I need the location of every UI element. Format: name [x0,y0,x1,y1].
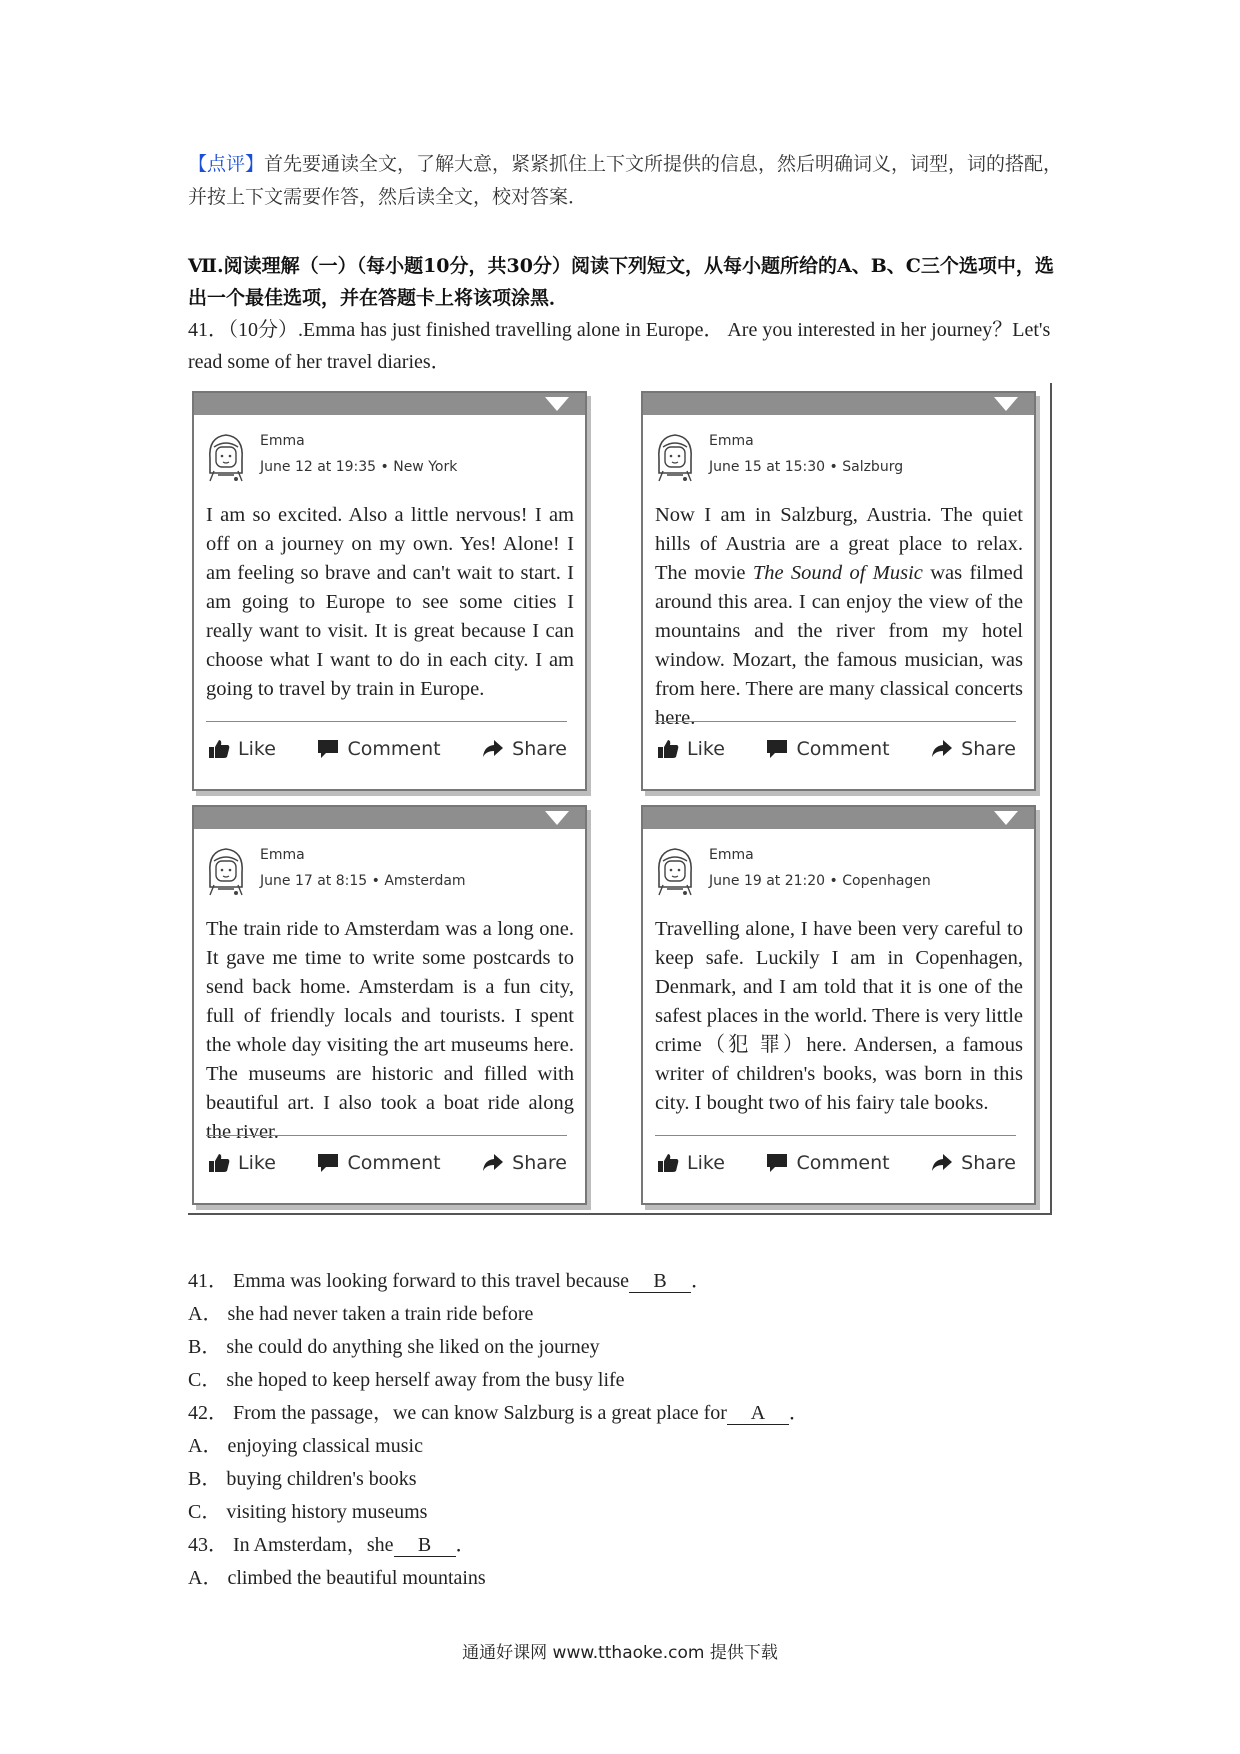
share-arrow-icon [931,1153,953,1173]
post-author: Emma [709,847,754,863]
share-label: Share [512,738,567,760]
question-end: ． [455,1534,476,1556]
diary-figure [188,383,1052,1215]
question-stem: 42． From the passage，we can know Salzburg is a great place for [188,1402,727,1424]
avatar-girl-icon [204,429,248,483]
post-author: Emma [260,433,305,449]
post-body-part: Now I am in Salzburg, Austria. The quiet hills of Austria are a great place to relax. The movie [655,504,1023,584]
option-c: C． visiting history museums [188,1501,428,1523]
comment-text: 首先要通读全文，了解大意，紧紧抓住上下文所提供的信息，然后明确词义，词型，词的搭配，并按上下文需要作答，然后读全文，校对答案． [188,153,1063,208]
question-42 [188,1396,809,1425]
question-41 [188,1264,711,1293]
option-a: A． enjoying classical music [188,1435,423,1457]
section-heading: Ⅶ.阅读理解（一）（每小题10分，共30分）阅读下列短文，从每小题所给的A、B、C三个选项中，选出一个最佳选项，并在答题卡上将该项涂黑． [188,255,1054,309]
option-b: B． she could do anything she liked on the journey [188,1336,600,1358]
like-label: Like [687,1152,725,1174]
share-button[interactable] [482,1152,567,1174]
share-label: Share [512,1152,567,1174]
like-label: Like [238,1152,276,1174]
like-button[interactable] [208,738,276,760]
post-meta: June 17 at 8:15 • Amsterdam [260,873,466,889]
share-arrow-icon [931,739,953,759]
card-header-bar [194,807,585,829]
comment-icon [766,1153,788,1173]
diary-post-amsterdam [192,805,587,1205]
comment-button[interactable] [317,738,440,760]
share-arrow-icon [482,739,504,759]
question-end: ． [788,1402,809,1424]
post-body: Travelling alone, I have been very careful to keep safe. Luckily I am in Copenhagen, Denmark, and I am told that it is one of the safest places in the world. There is very little crime（犯 罪）here. Andersen, a famous writer of children's books, was born in this city. I bought two of his fairy tale books. [655,918,1023,1114]
diary-post-salzburg [641,391,1036,791]
dropdown-caret-icon [545,397,569,411]
like-button[interactable] [208,1152,276,1174]
diary-post-new-york [192,391,587,791]
comment-button[interactable] [766,1152,889,1174]
answer-blank: B [394,1534,456,1557]
comment-button[interactable] [766,738,889,760]
comment-paragraph [188,148,1068,214]
divider [206,721,567,722]
post-meta: June 15 at 15:30 • Salzburg [709,459,904,475]
share-label: Share [961,738,1016,760]
option-a: A． she had never taken a train ride before [188,1303,534,1325]
post-body: The train ride to Amsterdam was a long one. It gave me time to write some postcards to send back home. Amsterdam is a fun city, full of friendly locals and tourists. I spent the whole day visiting the art museums here. The museums are historic and filled with beautiful art. I also took a boat ride along the river. [206,918,574,1143]
post-meta: June 19 at 21:20 • Copenhagen [709,873,931,889]
divider [655,721,1016,722]
comment-icon [317,1153,339,1173]
post-author: Emma [709,433,754,449]
comment-button[interactable] [317,1152,440,1174]
divider [206,1135,567,1136]
dropdown-caret-icon [994,397,1018,411]
dropdown-caret-icon [545,811,569,825]
like-button[interactable] [657,1152,725,1174]
post-meta: June 12 at 19:35 • New York [260,459,458,475]
like-button[interactable] [657,738,725,760]
divider [655,1135,1016,1136]
question-intro: 41．（10分）.Emma has just finished travelling alone in Europe． Are you interested in her journey？Let's read some of her travel diaries． [188,319,1051,373]
thumbs-up-icon [657,739,679,759]
option-b: B． buying children's books [188,1468,417,1490]
answer-blank: B [629,1270,691,1293]
question-end: ． [691,1270,711,1292]
comment-icon [317,739,339,759]
comment-label: Comment [347,1152,441,1174]
page-footer: 通通好课网 www.tthaoke.com 提供下载 [462,1643,778,1663]
question-stem: 41． Emma was looking forward to this travel because [188,1270,629,1292]
post-author: Emma [260,847,305,863]
like-label: Like [238,738,276,760]
share-button[interactable] [931,1152,1016,1174]
comment-label: Comment [796,1152,890,1174]
comment-icon [766,739,788,759]
post-actions [208,734,567,764]
option-a: A． climbed the beautiful mountains [188,1567,486,1589]
post-body [655,501,1023,733]
share-label: Share [961,1152,1016,1174]
option-c: C． she hoped to keep herself away from the busy life [188,1369,625,1391]
post-body: I am so excited. Also a little nervous! I am off on a journey on my own. Yes! Alone! I am feeling so brave and can't wait to start. I am going to Europe to see some cities I really want to visit. It is great because I can choose what I want to do in each city. I am going to travel by train in Europe. [206,504,574,700]
diary-post-copenhagen [641,805,1036,1205]
comment-label: Comment [796,738,890,760]
post-body-part: was filmed around this area. I can enjoy the view of the mountains and the river from my hotel window. Mozart, the famous musician, was from here. There are many classical concerts here. [655,562,1023,729]
avatar-girl-icon [204,843,248,897]
thumbs-up-icon [657,1153,679,1173]
dropdown-caret-icon [994,811,1018,825]
question-43 [188,1528,476,1557]
thumbs-up-icon [208,1153,230,1173]
share-button[interactable] [482,738,567,760]
comment-label: Comment [347,738,441,760]
movie-title: The Sound of Music [752,562,923,584]
share-arrow-icon [482,1153,504,1173]
post-actions [657,734,1016,764]
post-actions [208,1148,567,1178]
comment-tag: 【点评】 [188,153,265,175]
question-stem: 43． In Amsterdam，she [188,1534,394,1556]
card-header-bar [643,393,1034,415]
post-actions [657,1148,1016,1178]
avatar-girl-icon [653,843,697,897]
answer-blank: A [727,1402,789,1425]
card-header-bar [643,807,1034,829]
card-header-bar [194,393,585,415]
share-button[interactable] [931,738,1016,760]
thumbs-up-icon [208,739,230,759]
like-label: Like [687,738,725,760]
avatar-girl-icon [653,429,697,483]
